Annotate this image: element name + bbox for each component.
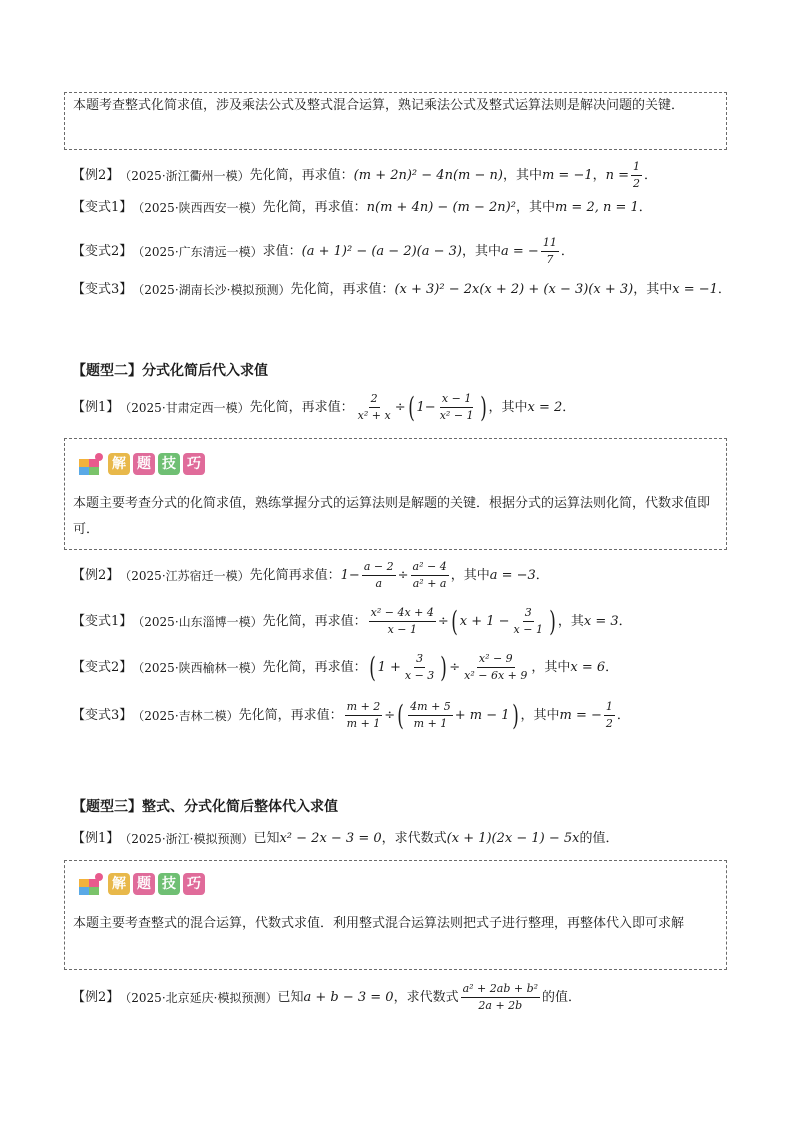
mid-text: ，其中 — [450, 567, 490, 583]
section-title: 【题型三】整式、分式化简后整体代入求值 — [72, 799, 338, 815]
mid-text: ，其中 — [515, 200, 555, 215]
fraction — [541, 236, 559, 267]
period: ． — [644, 167, 658, 183]
period: ． — [560, 243, 574, 259]
numerator: x² − 4x + 4 — [369, 606, 436, 622]
tag: 【变式2】 — [72, 243, 133, 259]
badge-char: 题 — [133, 873, 155, 895]
source: （2025·吉林二模） — [132, 708, 239, 723]
numerator: x² − 9 — [477, 652, 515, 668]
denominator: x − 3 — [404, 669, 435, 682]
source: （2025·北京延庆·模拟预测） — [119, 990, 278, 1005]
tag: 【例1】 — [72, 399, 120, 415]
period: ． — [616, 707, 630, 723]
tag: 【变式1】 — [72, 613, 133, 629]
numerator: 4m + 5 — [408, 700, 453, 716]
source: （2025·陕西西安一模） — [132, 201, 263, 215]
mid-text: ，其中 — [520, 707, 560, 723]
badge-char: 解 — [108, 873, 130, 895]
equation: x² − 2x − 3 = 0 — [279, 831, 382, 846]
condition: a = − — [501, 243, 539, 259]
period: ． — [638, 200, 652, 215]
one-minus: 1− — [416, 399, 436, 415]
condition: m = 2, n = 1 — [554, 200, 639, 215]
lead-text: 先化简，再求值： — [290, 282, 395, 297]
fraction — [462, 652, 529, 683]
fraction — [362, 560, 396, 591]
tip-box-2 — [64, 860, 727, 970]
badge-char: 巧 — [183, 453, 205, 475]
mid-text: ，其中 — [633, 282, 673, 297]
mid-text: ，求代数式 — [381, 831, 447, 846]
lead-text: 已知 — [277, 989, 304, 1005]
puzzle-icon — [77, 871, 105, 897]
condition: m = −1 — [541, 167, 593, 183]
condition: x = −1 — [672, 282, 718, 297]
variant-3-line — [72, 281, 731, 299]
denominator: 2a + 2b — [478, 999, 523, 1012]
denominator: a² + a — [412, 577, 447, 590]
numerator: 3 — [414, 652, 425, 668]
example-2-line — [72, 560, 549, 591]
badge-char: 题 — [133, 453, 155, 475]
badge-char: 技 — [158, 873, 180, 895]
numerator: a² + 2ab + b² — [461, 982, 540, 998]
inner-expression: 1 + — [377, 659, 401, 675]
expression: (x + 3)² − 2x(x + 2) + (x − 3)(x + 3) — [394, 282, 634, 297]
variant-2-line — [72, 652, 618, 683]
expression: (a + 1)² − (a − 2)(a − 3) — [301, 243, 462, 259]
note-text: 本题考查整式化简求值，涉及乘法公式及整式混合运算，熟记乘法公式及整式运算法则是解决问题的关键． — [73, 98, 685, 113]
divide-sign: ÷ — [384, 707, 396, 723]
fraction — [408, 700, 453, 731]
tip-text: 本题主要考查整式的混合运算，代数式求值．利用整式混合运算法则把式子进行整理，再整体代入即可求解 — [73, 916, 685, 931]
denominator: x − 1 — [387, 623, 417, 636]
denominator: x² − 6x + 9 — [464, 669, 528, 682]
badge-char: 巧 — [183, 873, 205, 895]
denominator: a — [375, 577, 382, 590]
tag: 【变式3】 — [72, 707, 133, 723]
tag: 【例2】 — [72, 167, 120, 183]
numerator: 3 — [523, 606, 534, 622]
right-paren: ) — [549, 604, 556, 638]
variant-2-line — [72, 236, 574, 267]
condition: x = 6 — [570, 659, 606, 675]
condition: m = − — [559, 707, 602, 723]
expression: (m + 2n)² − 4n(m − n) — [353, 167, 503, 183]
numerator: a² − 4 — [411, 560, 449, 576]
numerator: 1 — [631, 160, 642, 176]
tip-text: 本题主要考查分式的化简求值，熟练掌握分式的运算法则是解题的关键．根据分式的运算法则化简，代数求值即可． — [73, 496, 711, 537]
expression: n(m + 4n) − (m − 2n)² — [366, 200, 516, 215]
numerator: 1 — [604, 700, 615, 716]
right-paren: ) — [479, 390, 487, 424]
fraction — [369, 606, 436, 637]
lead-text: 先化简，再求值： — [249, 399, 354, 415]
note-box-1 — [64, 92, 727, 150]
mid-text: ，求代数式 — [393, 989, 459, 1005]
tag: 【变式2】 — [72, 659, 133, 675]
fraction — [604, 700, 615, 731]
condition: x = 2 — [527, 399, 563, 415]
divide-sign: ÷ — [397, 567, 409, 583]
condition-2: n = — [605, 167, 630, 183]
fraction — [461, 982, 540, 1013]
denominator: x² + x — [357, 409, 391, 422]
left-paren: ( — [397, 698, 404, 732]
fraction — [403, 652, 436, 683]
source: （2025·甘肃定西一模） — [119, 400, 250, 415]
numerator: m + 2 — [345, 700, 383, 716]
left-paren: ( — [407, 390, 415, 424]
condition: a = −3 — [489, 567, 536, 583]
fraction — [411, 560, 449, 591]
variant-3-line — [72, 700, 630, 731]
denominator: m + 1 — [346, 717, 381, 730]
denominator: 2 — [633, 177, 641, 190]
divide-sign: ÷ — [394, 399, 406, 415]
denominator: m + 1 — [413, 717, 448, 730]
source: （2025·浙江衢州一模） — [119, 168, 250, 183]
tag: 【变式3】 — [72, 282, 133, 297]
badge-char: 解 — [108, 453, 130, 475]
separator: ， — [592, 167, 606, 183]
variant-1-line — [72, 606, 632, 637]
denominator: 2 — [605, 717, 613, 730]
period: ． — [618, 613, 632, 629]
example-1-line — [72, 392, 575, 423]
lead-text: 先化简，再求值： — [262, 200, 367, 215]
inner-expression: x + 1 − — [459, 613, 510, 629]
divide-sign: ÷ — [449, 659, 461, 675]
expression: (x + 1)(2x − 1) − 5x — [446, 831, 580, 846]
example-2-line — [72, 160, 657, 191]
fraction — [631, 160, 642, 191]
fraction — [438, 392, 476, 423]
source: （2025·江苏宿迁一模） — [119, 568, 250, 583]
tip-box-1 — [64, 438, 727, 550]
condition: x = 3 — [583, 613, 619, 629]
right-paren: ) — [440, 650, 448, 684]
source: （2025·浙江·模拟预测） — [119, 832, 254, 846]
section-title: 【题型二】分式化简后代入求值 — [72, 363, 268, 379]
mid-text: ，其中 — [462, 243, 502, 259]
fraction — [345, 700, 383, 731]
lead-text: 先化简，再求值： — [262, 659, 367, 675]
denominator: 7 — [546, 253, 554, 266]
denominator: x − 1 — [513, 623, 543, 636]
period: ． — [535, 567, 549, 583]
right-paren: ) — [511, 698, 519, 732]
inner-expression: + m − 1 — [454, 707, 510, 723]
period: ． — [605, 659, 619, 675]
numerator: 2 — [369, 392, 380, 408]
source: （2025·湖南长沙·模拟预测） — [132, 283, 291, 297]
badge-char: 技 — [158, 453, 180, 475]
source: （2025·广东清远一模） — [132, 244, 263, 259]
tag: 【例2】 — [72, 989, 120, 1005]
mid-text: ，其中 — [488, 399, 528, 415]
lead-text: 先化简再求值： — [249, 567, 341, 583]
tag: 【变式1】 — [72, 200, 133, 215]
mid-text: ，其 — [557, 613, 584, 629]
left-paren: ( — [450, 604, 458, 638]
variant-1-line — [72, 199, 652, 217]
one-minus: 1− — [340, 567, 360, 583]
puzzle-icon — [77, 451, 105, 477]
left-paren: ( — [368, 650, 376, 684]
lead-text: 先化简，再求值： — [249, 167, 354, 183]
denominator: x² − 1 — [439, 409, 474, 422]
example-1-line — [72, 830, 619, 848]
fraction — [356, 392, 393, 423]
end-text: 的值． — [542, 989, 582, 1005]
tag: 【例1】 — [72, 831, 120, 846]
end-text: 的值． — [579, 831, 619, 846]
tip-badge — [77, 871, 205, 897]
example-2-line — [72, 982, 581, 1013]
period: ． — [562, 399, 576, 415]
numerator: a − 2 — [362, 560, 396, 576]
period: ． — [717, 282, 731, 297]
mid-text: ，其中 — [502, 167, 542, 183]
mid-text: ，其中 — [531, 659, 571, 675]
lead-text: 先化简，再求值： — [262, 613, 367, 629]
lead-text: 已知 — [253, 831, 280, 846]
equation: a + b − 3 = 0 — [303, 989, 394, 1005]
source: （2025·山东淄博一模） — [132, 614, 263, 629]
source: （2025·陕西榆林一模） — [132, 660, 263, 675]
lead-text: 求值： — [262, 243, 302, 259]
tip-badge — [77, 451, 205, 477]
numerator: 11 — [541, 236, 559, 252]
fraction — [512, 606, 545, 637]
divide-sign: ÷ — [437, 613, 449, 629]
numerator: x − 1 — [440, 392, 473, 408]
tag: 【例2】 — [72, 567, 120, 583]
lead-text: 先化简，再求值： — [238, 707, 343, 723]
